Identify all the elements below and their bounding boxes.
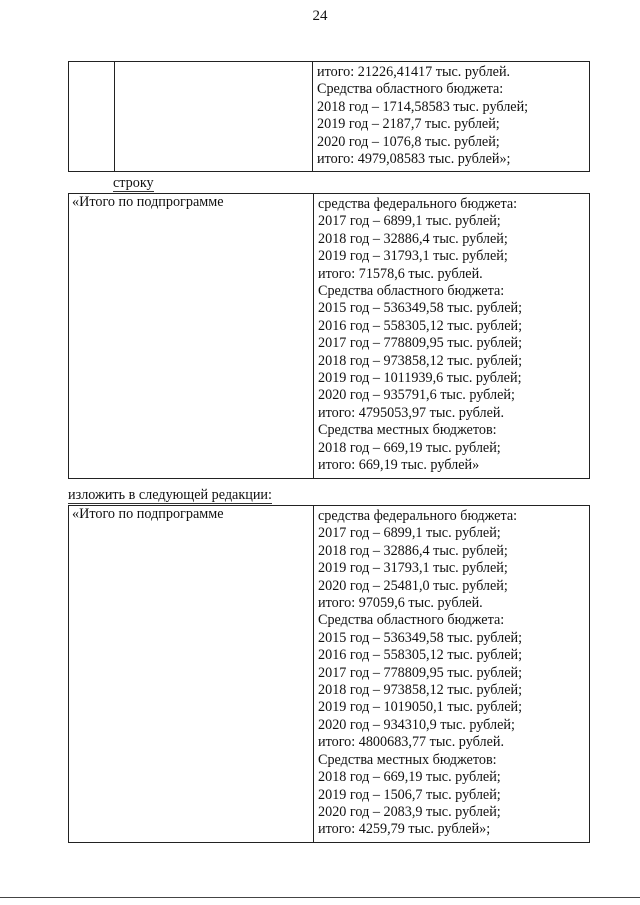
funding-line: 2019 год – 1011939,6 тыс. рублей; <box>318 370 522 387</box>
funding-line: 2017 год – 6899,1 тыс. рублей; <box>318 525 501 542</box>
funding-line: 2019 год – 31793,1 тыс. рублей; <box>318 560 508 577</box>
funding-line: Средства местных бюджетов: <box>318 751 497 768</box>
funding-line: 2018 год – 973858,12 тыс. рублей; <box>318 352 523 369</box>
footer-rule <box>0 897 640 898</box>
funding-line: Средства областного бюджета: <box>318 612 505 629</box>
funding-line: 2018 год – 669,19 тыс. рублей; <box>318 439 501 456</box>
funding-line: 2018 год – 1714,58583 тыс. рублей; <box>317 98 529 115</box>
funding-line: 2015 год – 536349,58 тыс. рублей; <box>318 629 523 646</box>
funding-line: 2018 год – 669,19 тыс. рублей; <box>318 769 501 786</box>
continuation-table <box>68 61 590 172</box>
funding-line: 2016 год – 558305,12 тыс. рублей; <box>318 317 523 334</box>
funding-line: 2019 год – 2187,7 тыс. рублей; <box>317 116 500 133</box>
funding-line: 2018 год – 32886,4 тыс. рублей; <box>318 542 508 559</box>
instruction-phrase: изложить в следующей редакции: <box>68 487 272 503</box>
funding-line: 2018 год – 32886,4 тыс. рублей; <box>318 230 508 247</box>
row-label-cell <box>69 194 314 479</box>
table-row <box>69 194 590 479</box>
funding-line: 2020 год – 25481,0 тыс. рублей; <box>318 577 508 594</box>
funding-line: итого: 4800683,77 тыс. рублей. <box>318 734 505 751</box>
page-number: 24 <box>312 8 328 24</box>
funding-line: 2017 год – 778809,95 тыс. рублей; <box>318 335 523 352</box>
funding-line: 2015 год – 536349,58 тыс. рублей; <box>318 300 523 317</box>
funding-cell <box>314 194 590 479</box>
funding-line: итого: 4259,79 тыс. рублей»; <box>318 821 491 838</box>
funding-line: 2020 год – 934310,9 тыс. рублей; <box>318 716 515 733</box>
empty-cell <box>115 62 313 172</box>
funding-lines <box>313 62 589 171</box>
funding-line: Средства областного бюджета: <box>318 283 505 300</box>
funding-line: 2017 год – 778809,95 тыс. рублей; <box>318 664 523 681</box>
funding-line: 2019 год – 1506,7 тыс. рублей; <box>318 786 501 803</box>
funding-line: Средства местных бюджетов: <box>318 422 497 439</box>
funding-line: итого: 71578,6 тыс. рублей. <box>318 265 483 282</box>
funding-line: итого: 4979,08583 тыс. рублей»; <box>317 151 511 168</box>
funding-line: итого: 97059,6 тыс. рублей. <box>318 595 483 612</box>
table-row <box>69 62 590 172</box>
funding-cell <box>313 62 590 172</box>
row-label: «Итого по подпрограмме <box>72 506 224 522</box>
funding-line: итого: 669,19 тыс. рублей» <box>318 457 480 474</box>
row-label-cell <box>69 506 314 843</box>
funding-line: 2020 год – 1076,8 тыс. рублей; <box>317 133 500 150</box>
funding-line: итого: 21226,41417 тыс. рублей. <box>317 64 511 80</box>
row-label: «Итого по подпрограмме <box>72 194 224 210</box>
funding-line: 2017 год – 6899,1 тыс. рублей; <box>318 213 501 230</box>
funding-line: средства федерального бюджета: <box>318 508 518 524</box>
funding-line: 2020 год – 935791,6 тыс. рублей; <box>318 387 515 404</box>
funding-cell <box>314 506 590 843</box>
funding-line: итого: 4795053,97 тыс. рублей. <box>318 404 505 421</box>
instruction-word: строку <box>113 175 154 191</box>
current-row-table <box>68 193 590 479</box>
funding-line: 2016 год – 558305,12 тыс. рублей; <box>318 647 523 664</box>
new-row-table <box>68 505 590 843</box>
funding-line: Средства областного бюджета: <box>317 81 504 98</box>
funding-line: 2020 год – 2083,9 тыс. рублей; <box>318 803 501 820</box>
funding-line: 2019 год – 31793,1 тыс. рублей; <box>318 248 508 265</box>
funding-line: средства федерального бюджета: <box>318 196 518 212</box>
table-row <box>69 506 590 843</box>
funding-lines <box>314 506 589 842</box>
empty-cell <box>69 62 115 172</box>
funding-line: 2019 год – 1019050,1 тыс. рублей; <box>318 699 523 716</box>
funding-line: 2018 год – 973858,12 тыс. рублей; <box>318 682 523 699</box>
funding-lines <box>314 194 589 478</box>
